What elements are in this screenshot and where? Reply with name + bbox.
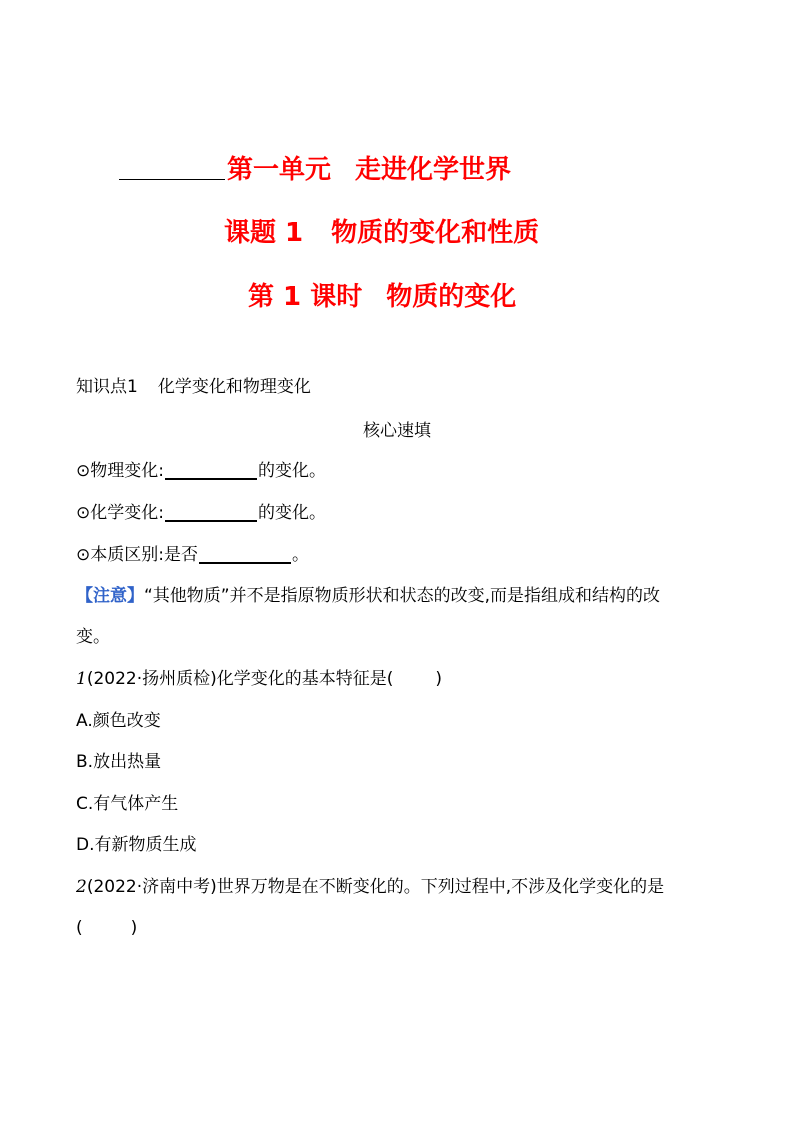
lesson-title [224,216,539,250]
question-1-stem [76,667,442,691]
fill-item-chemical [76,501,326,525]
option-c[interactable]: C.有气体产生 [76,794,179,814]
note-text-2: 变。 [76,627,110,647]
fill-item-suffix: 。 [291,545,309,565]
lesson-subtitle-text: 物质的变化和性质 [331,218,540,248]
question-close: ) [435,669,443,689]
fill-item-suffix: 的变化。 [257,461,326,481]
question-2-stem [76,875,664,899]
fill-blank[interactable] [165,459,257,480]
fill-item-prefix: ⊙化学变化: [76,503,164,523]
period-title [248,280,516,314]
knowledge-point-heading [76,375,311,399]
fill-item-suffix: 的变化。 [257,503,326,523]
question-stem: 化学变化的基本特征是( [216,669,394,689]
lesson-title-text: 课题 1 [224,218,304,248]
question-stem: 世界万物是在不断变化的。下列过程中,不涉及化学变化的是 [216,877,665,897]
unit-blank-line [119,153,225,180]
note-line-1 [76,584,660,608]
option-d[interactable]: D.有新物质生成 [76,835,197,855]
quick-fill-heading: 核心速填 [363,421,431,441]
fill-item-prefix: ⊙本质区别:是否 [76,545,198,565]
question-number: 2 [76,877,87,897]
question-source: (2022·济南中考) [86,877,217,897]
fill-blank[interactable] [199,543,291,564]
unit-title-text: 第一单元 [227,155,332,185]
knowledge-point-label: 知识点1 [76,377,138,397]
fill-item-difference [76,543,309,567]
note-text-1: “其他物质”并不是指原物质形状和状态的改变,而是指组成和结构的改 [144,586,661,606]
knowledge-point-name: 化学变化和物理变化 [157,377,311,397]
fill-blank[interactable] [165,501,257,522]
unit-subtitle-text: 走进化学世界 [355,155,512,185]
note-tag: 【注意】 [76,586,144,606]
period-subtitle-text: 物质的变化 [386,282,517,312]
option-a[interactable]: A.颜色改变 [76,711,161,731]
question-2-answer [76,916,137,940]
fill-item-prefix: ⊙物理变化: [76,461,164,481]
option-b[interactable]: B.放出热量 [76,752,162,772]
question-open: ( [76,918,83,938]
fill-item-physical [76,459,326,483]
note-line-2 [76,625,110,649]
question-number: 1 [76,669,87,689]
question-close: ) [130,918,138,938]
period-title-text: 第 1 课时 [248,282,363,312]
unit-title [119,153,511,187]
question-source: (2022·扬州质检) [86,669,217,689]
